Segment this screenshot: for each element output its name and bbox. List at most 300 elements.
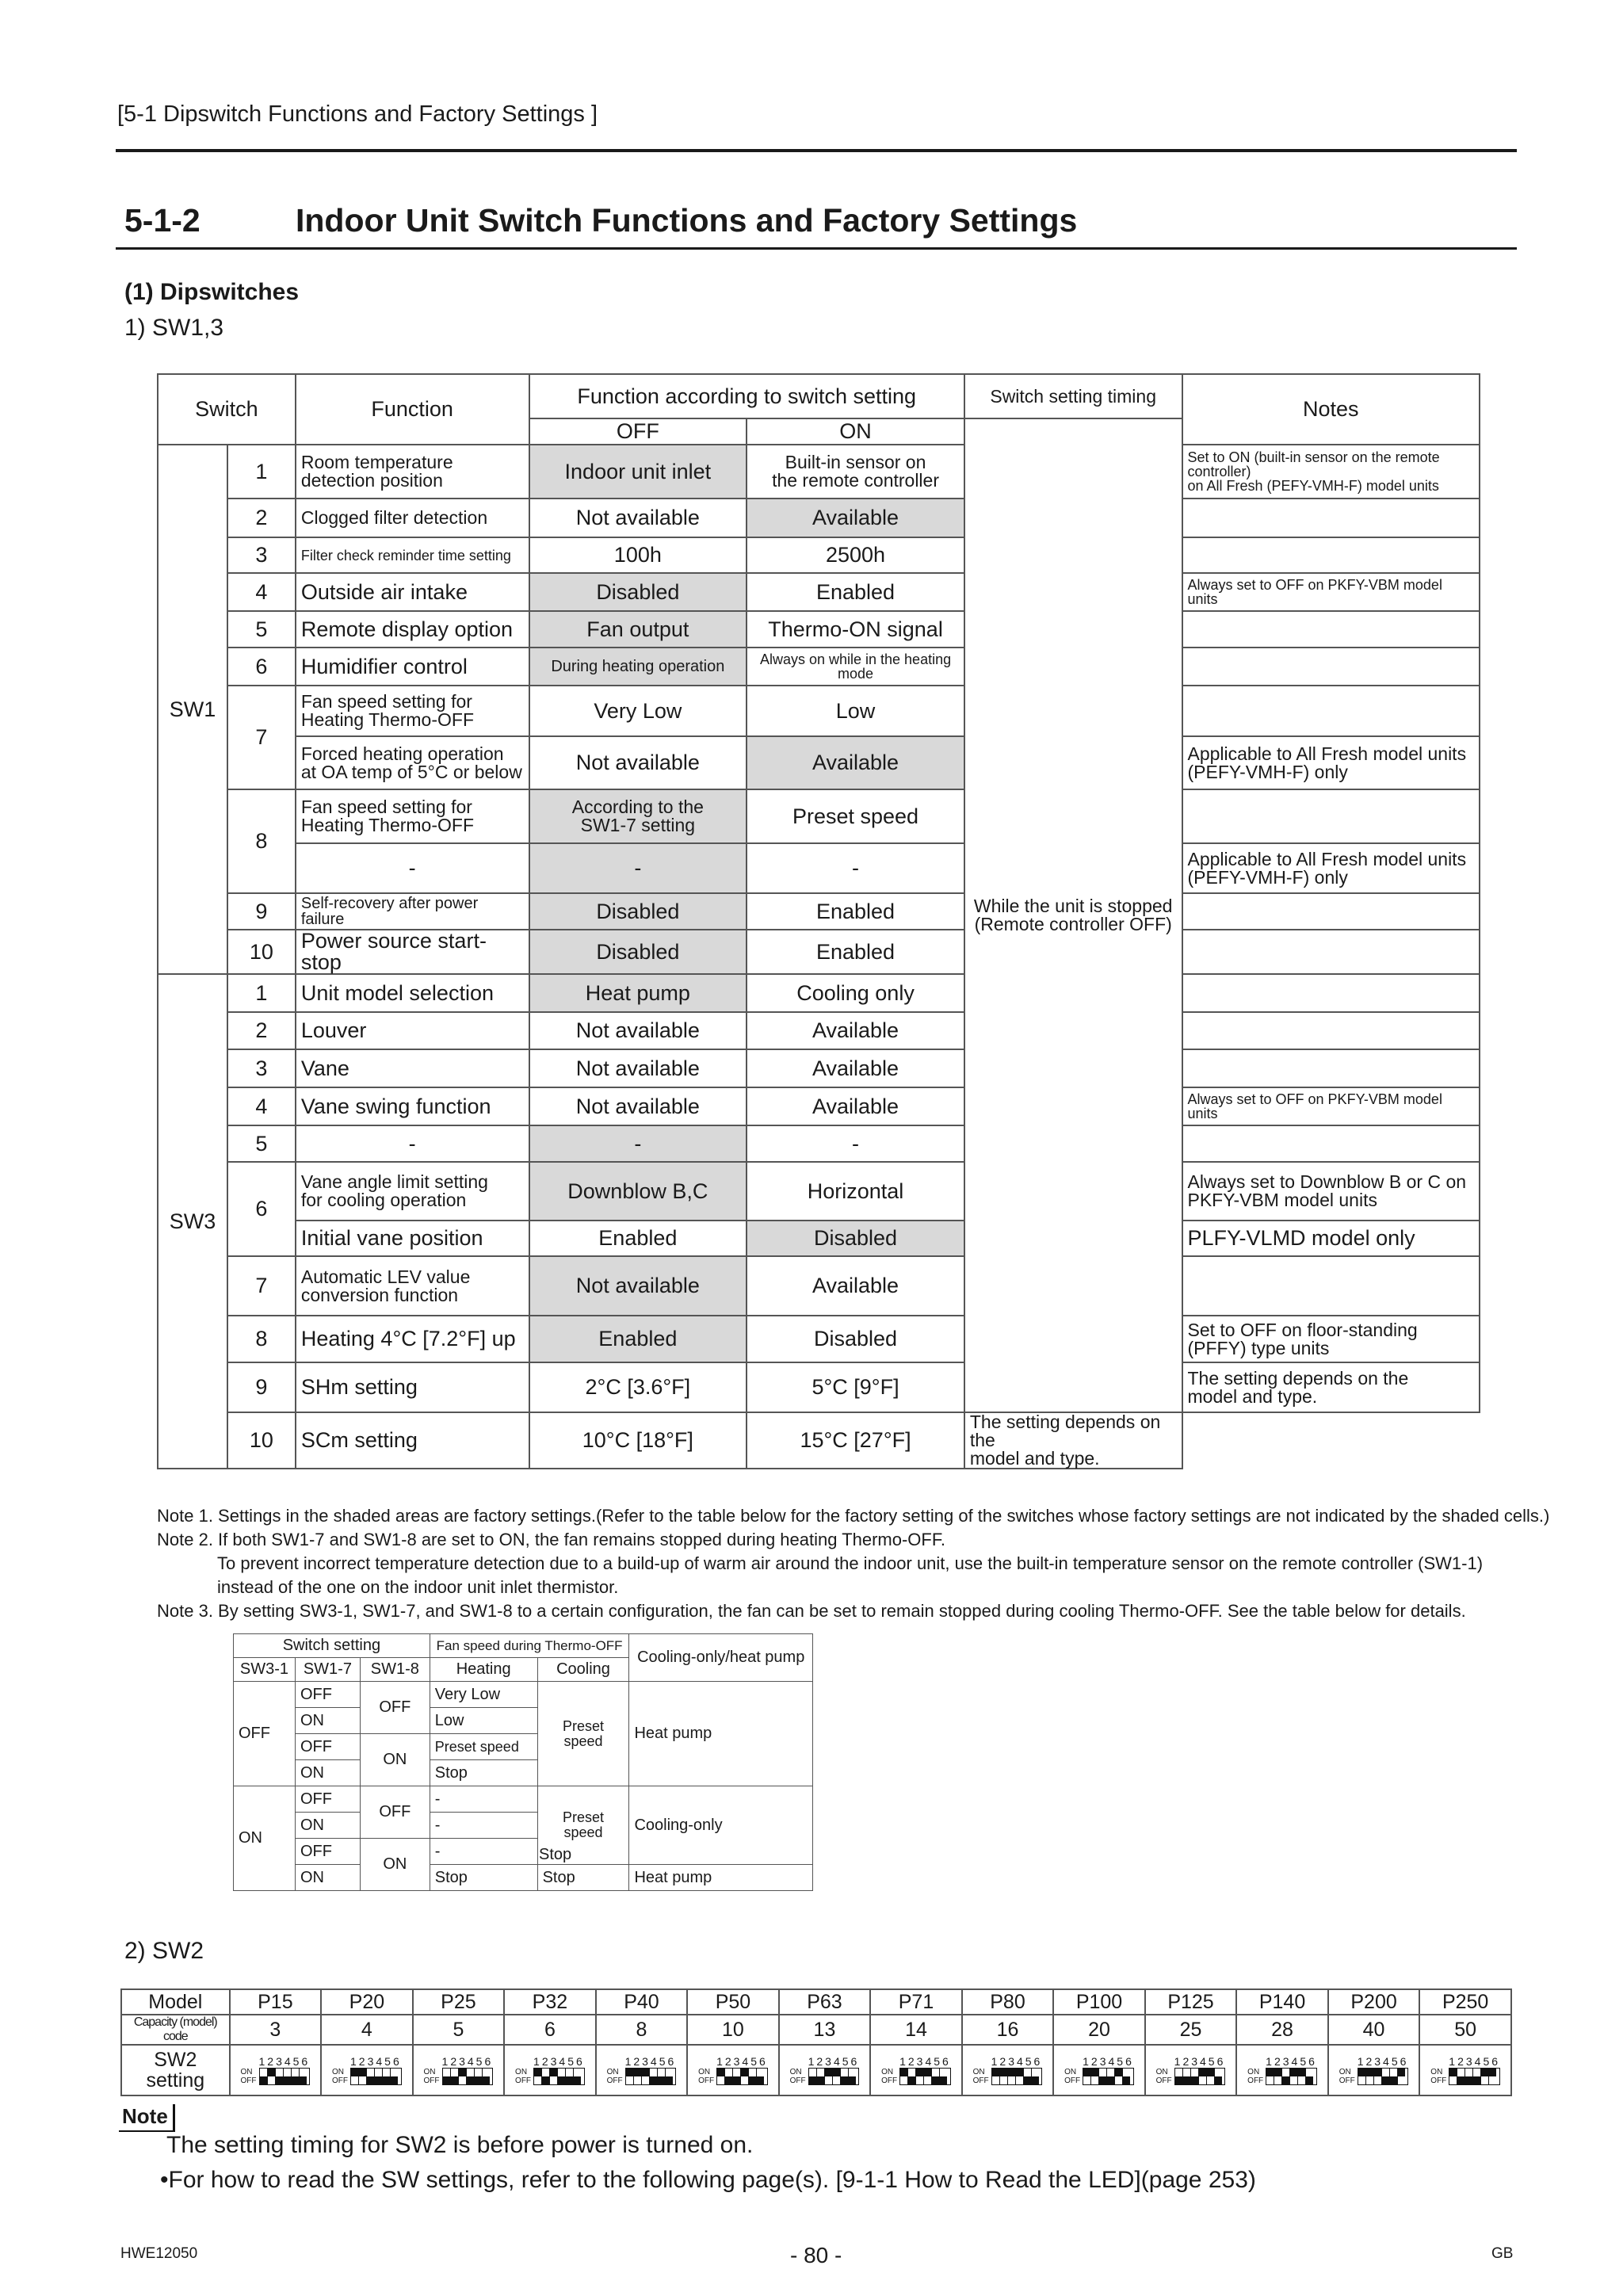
sw2-code-2: 5: [413, 2015, 505, 2045]
sw3-2-on: Available: [747, 1012, 964, 1049]
sw1-4-on: Enabled: [747, 573, 964, 611]
sw1-7b-note: Applicable to All Fresh model units (PEFY-VMH-F) only: [1182, 736, 1480, 789]
sw1-9-on: Enabled: [747, 893, 964, 930]
dip-switch-1: [1358, 2069, 1366, 2084]
sw1-1-note: Set to ON (built-in sensor on the remote controller) on All Fresh (PEFY-VMH-F) model units: [1182, 445, 1480, 499]
dip-switch-5: [1481, 2069, 1489, 2084]
sw1-6-off: During heating operation: [529, 648, 747, 686]
dip-on-label: ON: [789, 2068, 802, 2076]
dip-switch-4: [467, 2069, 475, 2084]
sw2-code-8: 16: [962, 2015, 1054, 2045]
sub-r1-sw18: OFF: [360, 1682, 430, 1734]
sub-r4-sw17: ON: [295, 1760, 360, 1786]
dip-switch-body: [1358, 2068, 1409, 2085]
sw1-10-func: Power source start-stop: [296, 930, 529, 974]
sw3-4-note: Always set to OFF on PKFY-VBM model units: [1182, 1087, 1480, 1125]
dip-switch-4: [741, 2069, 749, 2084]
dip-switch-6: [300, 2069, 307, 2084]
sub-r1-sw17: OFF: [295, 1682, 360, 1708]
sw1-4-func: Outside air intake: [296, 573, 529, 611]
dip-switch-body: [533, 2068, 585, 2085]
dip-on-label: ON: [332, 2068, 345, 2076]
dip-on-label: ON: [1430, 2068, 1443, 2076]
dip-off-label: OFF: [606, 2076, 623, 2085]
sw2-code-12: 40: [1328, 2015, 1420, 2045]
sw1-8b-note: Applicable to All Fresh model units (PEFY-VMH-F) only: [1182, 843, 1480, 893]
sw1-10-note: [1182, 930, 1480, 974]
sw3-8-note: Set to OFF on floor-standing (PFFY) type units: [1182, 1316, 1480, 1362]
sw1-2-note: [1182, 499, 1480, 537]
dip-switch-5: [749, 2069, 757, 2084]
sw1-1-no: 1: [227, 445, 296, 499]
sw1-4-off: Disabled: [529, 573, 747, 611]
sw1-8a-func: Fan speed setting for Heating Thermo-OFF: [296, 789, 529, 843]
sw1-8b-off: -: [529, 843, 747, 893]
sw1-6-no: 6: [227, 648, 296, 686]
dip-on-label: ON: [698, 2068, 711, 2076]
dip-on-label: ON: [881, 2068, 894, 2076]
sw3-5-on: -: [747, 1125, 964, 1162]
dip-off-label: OFF: [515, 2076, 532, 2085]
sw3-2-no: 2: [227, 1012, 296, 1049]
sw3-7-note: [1182, 1256, 1480, 1316]
dip-off-label: OFF: [881, 2076, 898, 2085]
dip-switch-5: [1024, 2069, 1032, 2084]
dip-switch-2: [268, 2069, 276, 2084]
sub-h-sw17: SW1-7: [295, 1658, 360, 1682]
sw1-7a-on: Low: [747, 686, 964, 736]
sw2-code-9: 20: [1053, 2015, 1145, 2045]
dip-numbers: 123456: [1266, 2055, 1317, 2068]
dip-switch-2: [1091, 2069, 1099, 2084]
sw2-dip-13: [1419, 2045, 1511, 2095]
dip-switch-3: [367, 2069, 375, 2084]
dip-off-label: OFF: [698, 2076, 715, 2085]
sw2-model-4: P40: [596, 1989, 688, 2015]
dip-on-label: ON: [1064, 2068, 1077, 2076]
sw1-4-no: 4: [227, 573, 296, 611]
sw2-table: [120, 1988, 1512, 2096]
sw1-2-func: Clogged filter detection: [296, 499, 529, 537]
sw3-10-func: SCm setting: [296, 1412, 529, 1469]
dip-off-label: OFF: [789, 2076, 806, 2085]
dip-switch-5: [292, 2069, 300, 2084]
sub-r3-heat: Preset speed: [430, 1734, 537, 1760]
dip-switch-5: [475, 2069, 483, 2084]
dip-switch-6: [1123, 2069, 1130, 2084]
sw1-8a-off: According to the SW1-7 setting: [529, 789, 747, 843]
dip-switch-1: [1175, 2069, 1183, 2084]
sw1-8b-on: -: [747, 843, 964, 893]
sw3-label: SW3: [158, 974, 227, 1469]
sub-r8-mode: Heat pump: [629, 1865, 813, 1891]
sw2-code-3: 6: [504, 2015, 596, 2045]
sw3-6-no: 6: [227, 1162, 296, 1256]
dip-numbers: 123456: [1449, 2055, 1501, 2068]
dip-switch-body: [716, 2068, 768, 2085]
dip-switch-2: [451, 2069, 459, 2084]
dip-numbers: 123456: [350, 2055, 402, 2068]
sw1-7b-on: Available: [747, 736, 964, 789]
dip-switch-1: [1266, 2069, 1274, 2084]
sw1-8b-func: -: [296, 843, 529, 893]
sw3-3-no: 3: [227, 1049, 296, 1087]
sw1-8a-note: [1182, 789, 1480, 843]
dip-numbers: 123456: [1174, 2055, 1226, 2068]
sub-r5-sw18: OFF: [360, 1786, 430, 1839]
dip-off-label: OFF: [1430, 2076, 1447, 2085]
dip-on-label: ON: [1155, 2068, 1168, 2076]
sw1-5-off: Fan output: [529, 611, 747, 648]
sw13-table: [157, 373, 1480, 1469]
sw3-1-on: Cooling only: [747, 974, 964, 1012]
sw3-10-note: The setting depends on the model and type.: [964, 1412, 1182, 1469]
dip-switch-2: [1366, 2069, 1374, 2084]
sw3-1-func: Unit model selection: [296, 974, 529, 1012]
dip-switch-1: [443, 2069, 451, 2084]
dip-switch-4: [284, 2069, 292, 2084]
sw1-2-on: Available: [747, 499, 964, 537]
sw2-code-10: 25: [1145, 2015, 1237, 2045]
sub-r5-heat: -: [430, 1786, 537, 1813]
sw13-heading: 1) SW1,3: [124, 315, 224, 341]
note-2-continued: To prevent incorrect temperature detection due to a build-up of warm air around the indoor unit, use the built-in temperature sensor on the remote controller (SW1-1): [217, 1553, 1484, 1573]
sub-r5-sw17: OFF: [295, 1786, 360, 1813]
dip-switch-4: [1199, 2069, 1207, 2084]
sub-r5-cool: Preset speed: [537, 1786, 629, 1865]
sw3-6b-note: PLFY-VLMD model only: [1182, 1221, 1480, 1256]
section-number: 5-1-2: [124, 202, 200, 239]
dip-switch-4: [1290, 2069, 1298, 2084]
sw3-7-no: 7: [227, 1256, 296, 1316]
dip-switch-4: [558, 2069, 566, 2084]
dip-switch-3: [459, 2069, 467, 2084]
sub-r3-sw18: ON: [360, 1734, 430, 1786]
sw1-5-no: 5: [227, 611, 296, 648]
sw3-6b-on: Disabled: [747, 1221, 964, 1256]
dip-switch-4: [833, 2069, 841, 2084]
sw1-7b-off: Not available: [529, 736, 747, 789]
sw1-1-on: Built-in sensor on the remote controller: [747, 445, 964, 499]
dip-switch-2: [1457, 2069, 1465, 2084]
sw2-dip-0: [230, 2045, 322, 2095]
dip-switch-5: [932, 2069, 940, 2084]
sub-h-sw18: SW1-8: [360, 1658, 430, 1682]
dip-switch-body: [808, 2068, 860, 2085]
sw1-10-off: Disabled: [529, 930, 747, 974]
dip-switch-4: [375, 2069, 383, 2084]
dip-switch-6: [1032, 2069, 1039, 2084]
sub-h-switch: Switch setting: [234, 1634, 430, 1658]
sub-r1-mode: Heat pump: [629, 1682, 813, 1786]
dip-off-label: OFF: [972, 2076, 989, 2085]
header-according: Function according to switch setting: [529, 374, 964, 418]
note-1: Note 1. Settings in the shaded areas are factory settings.(Refer to the table below for the factory setting of the switches whose factory settings are not indicated by the shaded cells.): [157, 1506, 1550, 1526]
sw3-5-no: 5: [227, 1125, 296, 1162]
sw2-code-0: 3: [230, 2015, 322, 2045]
timing-cell: While the unit is stopped (Remote controller OFF): [964, 418, 1182, 1412]
sw1-3-on: 2500h: [747, 537, 964, 573]
sw3-2-func: Louver: [296, 1012, 529, 1049]
dip-numbers: 123456: [716, 2055, 768, 2068]
sw1-10-no: 10: [227, 930, 296, 974]
header-rule: [116, 149, 1517, 152]
sw2-code-13: 50: [1419, 2015, 1511, 2045]
sw3-1-note: [1182, 974, 1480, 1012]
dip-numbers: 123456: [624, 2055, 677, 2068]
header-function: Function: [296, 374, 529, 445]
dip-switch-body: [1174, 2068, 1226, 2085]
dip-on-label: ON: [423, 2068, 436, 2076]
dip-off-label: OFF: [1338, 2076, 1355, 2085]
dip-switch-3: [276, 2069, 284, 2084]
dip-switch-3: [1374, 2069, 1382, 2084]
dip-off-label: OFF: [332, 2076, 349, 2085]
sub-h-sw31: SW3-1: [234, 1658, 296, 1682]
sw3-7-off: Not available: [529, 1256, 747, 1316]
dip-switch-2: [1183, 2069, 1191, 2084]
sw3-10-on: 15°C [27°F]: [747, 1412, 964, 1469]
sw1-3-func: Filter check reminder time setting: [296, 537, 529, 573]
dip-switch-5: [1207, 2069, 1215, 2084]
sw2-dip-4: [596, 2045, 688, 2095]
dip-switch-3: [825, 2069, 833, 2084]
sub-r6-heat: -: [430, 1813, 537, 1839]
dip-switch-3: [1191, 2069, 1199, 2084]
dip-switch-2: [725, 2069, 733, 2084]
dip-switch-2: [634, 2069, 642, 2084]
sw3-4-off: Not available: [529, 1087, 747, 1125]
sw2-model-10: P125: [1145, 1989, 1237, 2015]
sw3-8-off: Enabled: [529, 1316, 747, 1362]
sw2-model-1: P20: [321, 1989, 413, 2015]
sw3-9-no: 9: [227, 1362, 296, 1412]
dip-switch-5: [1298, 2069, 1306, 2084]
sw3-9-note: The setting depends on the model and type.: [1182, 1362, 1480, 1412]
sub-r5-sw31: ON: [234, 1786, 296, 1891]
sub-r7-sw17: OFF: [295, 1839, 360, 1865]
dip-switch-1: [534, 2069, 542, 2084]
header-on: ON: [747, 418, 964, 445]
sw2-dip-10: [1145, 2045, 1237, 2095]
sub-h-mode: Cooling-only/heat pump: [629, 1634, 813, 1682]
sw2-dip-7: [870, 2045, 962, 2095]
dip-switch-5: [841, 2069, 849, 2084]
sw1-9-no: 9: [227, 893, 296, 930]
sw3-3-func: Vane: [296, 1049, 529, 1087]
sw3-9-func: SHm setting: [296, 1362, 529, 1412]
sw2-model-7: P71: [870, 1989, 962, 2015]
sw3-3-off: Not available: [529, 1049, 747, 1087]
sw2-heading: 2) SW2: [124, 1938, 204, 1964]
language-code: GB: [1491, 2245, 1514, 2262]
sub-r7-sw18: ON: [360, 1839, 430, 1891]
sw2-model-header: Model: [121, 1989, 230, 2015]
sw3-6a-note: Always set to Downblow B or C on PKFY-VBM model units: [1182, 1162, 1480, 1221]
dip-switch-1: [809, 2069, 817, 2084]
sub-r7-cool: Stop: [539, 1846, 572, 1863]
dip-numbers: 123456: [808, 2055, 860, 2068]
sw1-7a-func: Fan speed setting for Heating Thermo-OFF: [296, 686, 529, 736]
sw3-5-note: [1182, 1125, 1480, 1162]
dip-switch-1: [992, 2069, 1000, 2084]
sw1-label: SW1: [158, 445, 227, 974]
header-timing: Switch setting timing: [964, 374, 1182, 418]
dip-switch-6: [574, 2069, 581, 2084]
dip-off-label: OFF: [240, 2076, 257, 2085]
dip-switch-6: [1489, 2069, 1496, 2084]
sub-h-heating: Heating: [430, 1658, 537, 1682]
note-2-continued-2: instead of the one on the indoor unit inlet thermistor.: [217, 1577, 619, 1597]
sw3-6a-on: Horizontal: [747, 1162, 964, 1221]
dip-switch-5: [658, 2069, 666, 2084]
dip-switch-body: [350, 2068, 402, 2085]
sw2-dip-6: [779, 2045, 871, 2095]
dip-switch-body: [899, 2068, 951, 2085]
sw3-9-on: 5°C [9°F]: [747, 1362, 964, 1412]
sw2-dip-2: [413, 2045, 505, 2095]
dip-numbers: 123456: [533, 2055, 585, 2068]
sw1-2-no: 2: [227, 499, 296, 537]
dip-switch-6: [940, 2069, 947, 2084]
sw1-7a-note: [1182, 686, 1480, 736]
dip-switch-3: [1465, 2069, 1473, 2084]
sw2-dip-3: [504, 2045, 596, 2095]
sw2-code-6: 13: [779, 2015, 871, 2045]
dip-off-label: OFF: [1155, 2076, 1172, 2085]
sw1-5-on: Thermo-ON signal: [747, 611, 964, 648]
sub-r8-heat: Stop: [430, 1865, 537, 1891]
sw2-dip-12: [1328, 2045, 1420, 2095]
dip-switch-6: [666, 2069, 673, 2084]
sw3-2-note: [1182, 1012, 1480, 1049]
fan-speed-table: [233, 1633, 813, 1891]
dip-numbers: 123456: [991, 2055, 1043, 2068]
dip-numbers: 123456: [1083, 2055, 1134, 2068]
dip-switch-4: [1107, 2069, 1115, 2084]
table-notes: [157, 1504, 1550, 1623]
sw1-2-off: Not available: [529, 499, 747, 537]
dip-switch-6: [391, 2069, 398, 2084]
sw2-setting-header: SW2 setting: [121, 2045, 230, 2095]
sw1-6-on: Always on while in the heating mode: [747, 648, 964, 686]
sw2-model-6: P63: [779, 1989, 871, 2015]
sw2-model-13: P250: [1419, 1989, 1511, 2015]
header-off: OFF: [529, 418, 747, 445]
sw1-5-func: Remote display option: [296, 611, 529, 648]
sw3-3-on: Available: [747, 1049, 964, 1087]
dip-numbers: 123456: [258, 2055, 311, 2068]
sw3-8-no: 8: [227, 1316, 296, 1362]
sw3-5-off: -: [529, 1125, 747, 1162]
dip-switch-3: [550, 2069, 558, 2084]
note-line-2: •For how to read the SW settings, refer to the following page(s). [9-1-1 How to Read the LED](page 253): [160, 2167, 1256, 2193]
dip-switch-5: [383, 2069, 391, 2084]
sw1-10-on: Enabled: [747, 930, 964, 974]
sw2-model-8: P80: [962, 1989, 1054, 2015]
sw2-code-5: 10: [687, 2015, 779, 2045]
dip-on-label: ON: [515, 2068, 528, 2076]
sub-r1-sw31: OFF: [234, 1682, 296, 1786]
dip-numbers: 123456: [1357, 2055, 1409, 2068]
dip-off-label: OFF: [1064, 2076, 1081, 2085]
sub-h-cooling: Cooling: [537, 1658, 629, 1682]
sw2-code-7: 14: [870, 2015, 962, 2045]
sw3-2-off: Not available: [529, 1012, 747, 1049]
doc-number: HWE12050: [120, 2245, 198, 2262]
sw3-10-off: 10°C [18°F]: [529, 1412, 747, 1469]
dip-numbers: 123456: [899, 2055, 951, 2068]
dip-switch-2: [908, 2069, 916, 2084]
page-number: - 80 -: [790, 2243, 842, 2267]
dip-switch-3: [733, 2069, 741, 2084]
dip-switch-body: [625, 2068, 677, 2085]
sub-r8-sw17: ON: [295, 1865, 360, 1891]
dip-switch-4: [650, 2069, 658, 2084]
dip-switch-body: [1449, 2068, 1500, 2085]
sw1-9-note: [1182, 893, 1480, 930]
sw2-model-3: P32: [504, 1989, 596, 2015]
dip-switch-6: [1306, 2069, 1313, 2084]
dip-switch-4: [1016, 2069, 1024, 2084]
dip-switch-5: [1390, 2069, 1398, 2084]
sw1-7-no: 7: [227, 686, 296, 789]
sub-r8-cool: Stop: [537, 1865, 629, 1891]
sw1-7a-off: Very Low: [529, 686, 747, 736]
sw2-dip-11: [1236, 2045, 1328, 2095]
dip-switch-6: [849, 2069, 856, 2084]
note-2: Note 2. If both SW1-7 and SW1-8 are set to ON, the fan remains stopped during heating Thermo-OFF.: [157, 1530, 945, 1549]
dip-off-label: OFF: [423, 2076, 440, 2085]
sw2-code-1: 4: [321, 2015, 413, 2045]
dip-switch-4: [924, 2069, 932, 2084]
dip-switch-2: [359, 2069, 367, 2084]
sw3-8-on: Disabled: [747, 1316, 964, 1362]
sw3-9-off: 2°C [3.6°F]: [529, 1362, 747, 1412]
sw1-3-no: 3: [227, 537, 296, 573]
dip-switch-1: [626, 2069, 634, 2084]
sw2-code-11: 28: [1236, 2015, 1328, 2045]
dip-switch-6: [483, 2069, 490, 2084]
dip-on-label: ON: [240, 2068, 253, 2076]
dip-switch-3: [916, 2069, 924, 2084]
dip-off-label: OFF: [1247, 2076, 1264, 2085]
sw2-dip-9: [1053, 2045, 1145, 2095]
dip-switch-1: [717, 2069, 725, 2084]
sw1-5-note: [1182, 611, 1480, 648]
sw2-capacity-header: Capacity (model) code: [121, 2015, 230, 2045]
sw1-7b-func: Forced heating operation at OA temp of 5°C or below: [296, 736, 529, 789]
sw2-code-4: 8: [596, 2015, 688, 2045]
dip-switch-body: [1266, 2068, 1317, 2085]
sw3-3-note: [1182, 1049, 1480, 1087]
breadcrumb: [5-1 Dipswitch Functions and Factory Settings ]: [117, 101, 598, 127]
sub-r5-mode: Cooling-only: [629, 1786, 813, 1865]
header-notes: Notes: [1182, 374, 1480, 445]
sw3-4-no: 4: [227, 1087, 296, 1125]
sw1-9-func: Self-recovery after power failure: [296, 893, 529, 930]
header-switch: Switch: [158, 374, 296, 445]
dip-switch-2: [1274, 2069, 1282, 2084]
sub-h-fan: Fan speed during Thermo-OFF: [430, 1634, 629, 1658]
dip-switch-body: [442, 2068, 494, 2085]
sw1-1-off: Indoor unit inlet: [529, 445, 747, 499]
sub-r3-sw17: OFF: [295, 1734, 360, 1760]
dip-switch-1: [1083, 2069, 1091, 2084]
dip-switch-1: [1449, 2069, 1457, 2084]
dip-switch-3: [1282, 2069, 1290, 2084]
dip-switch-3: [1099, 2069, 1107, 2084]
